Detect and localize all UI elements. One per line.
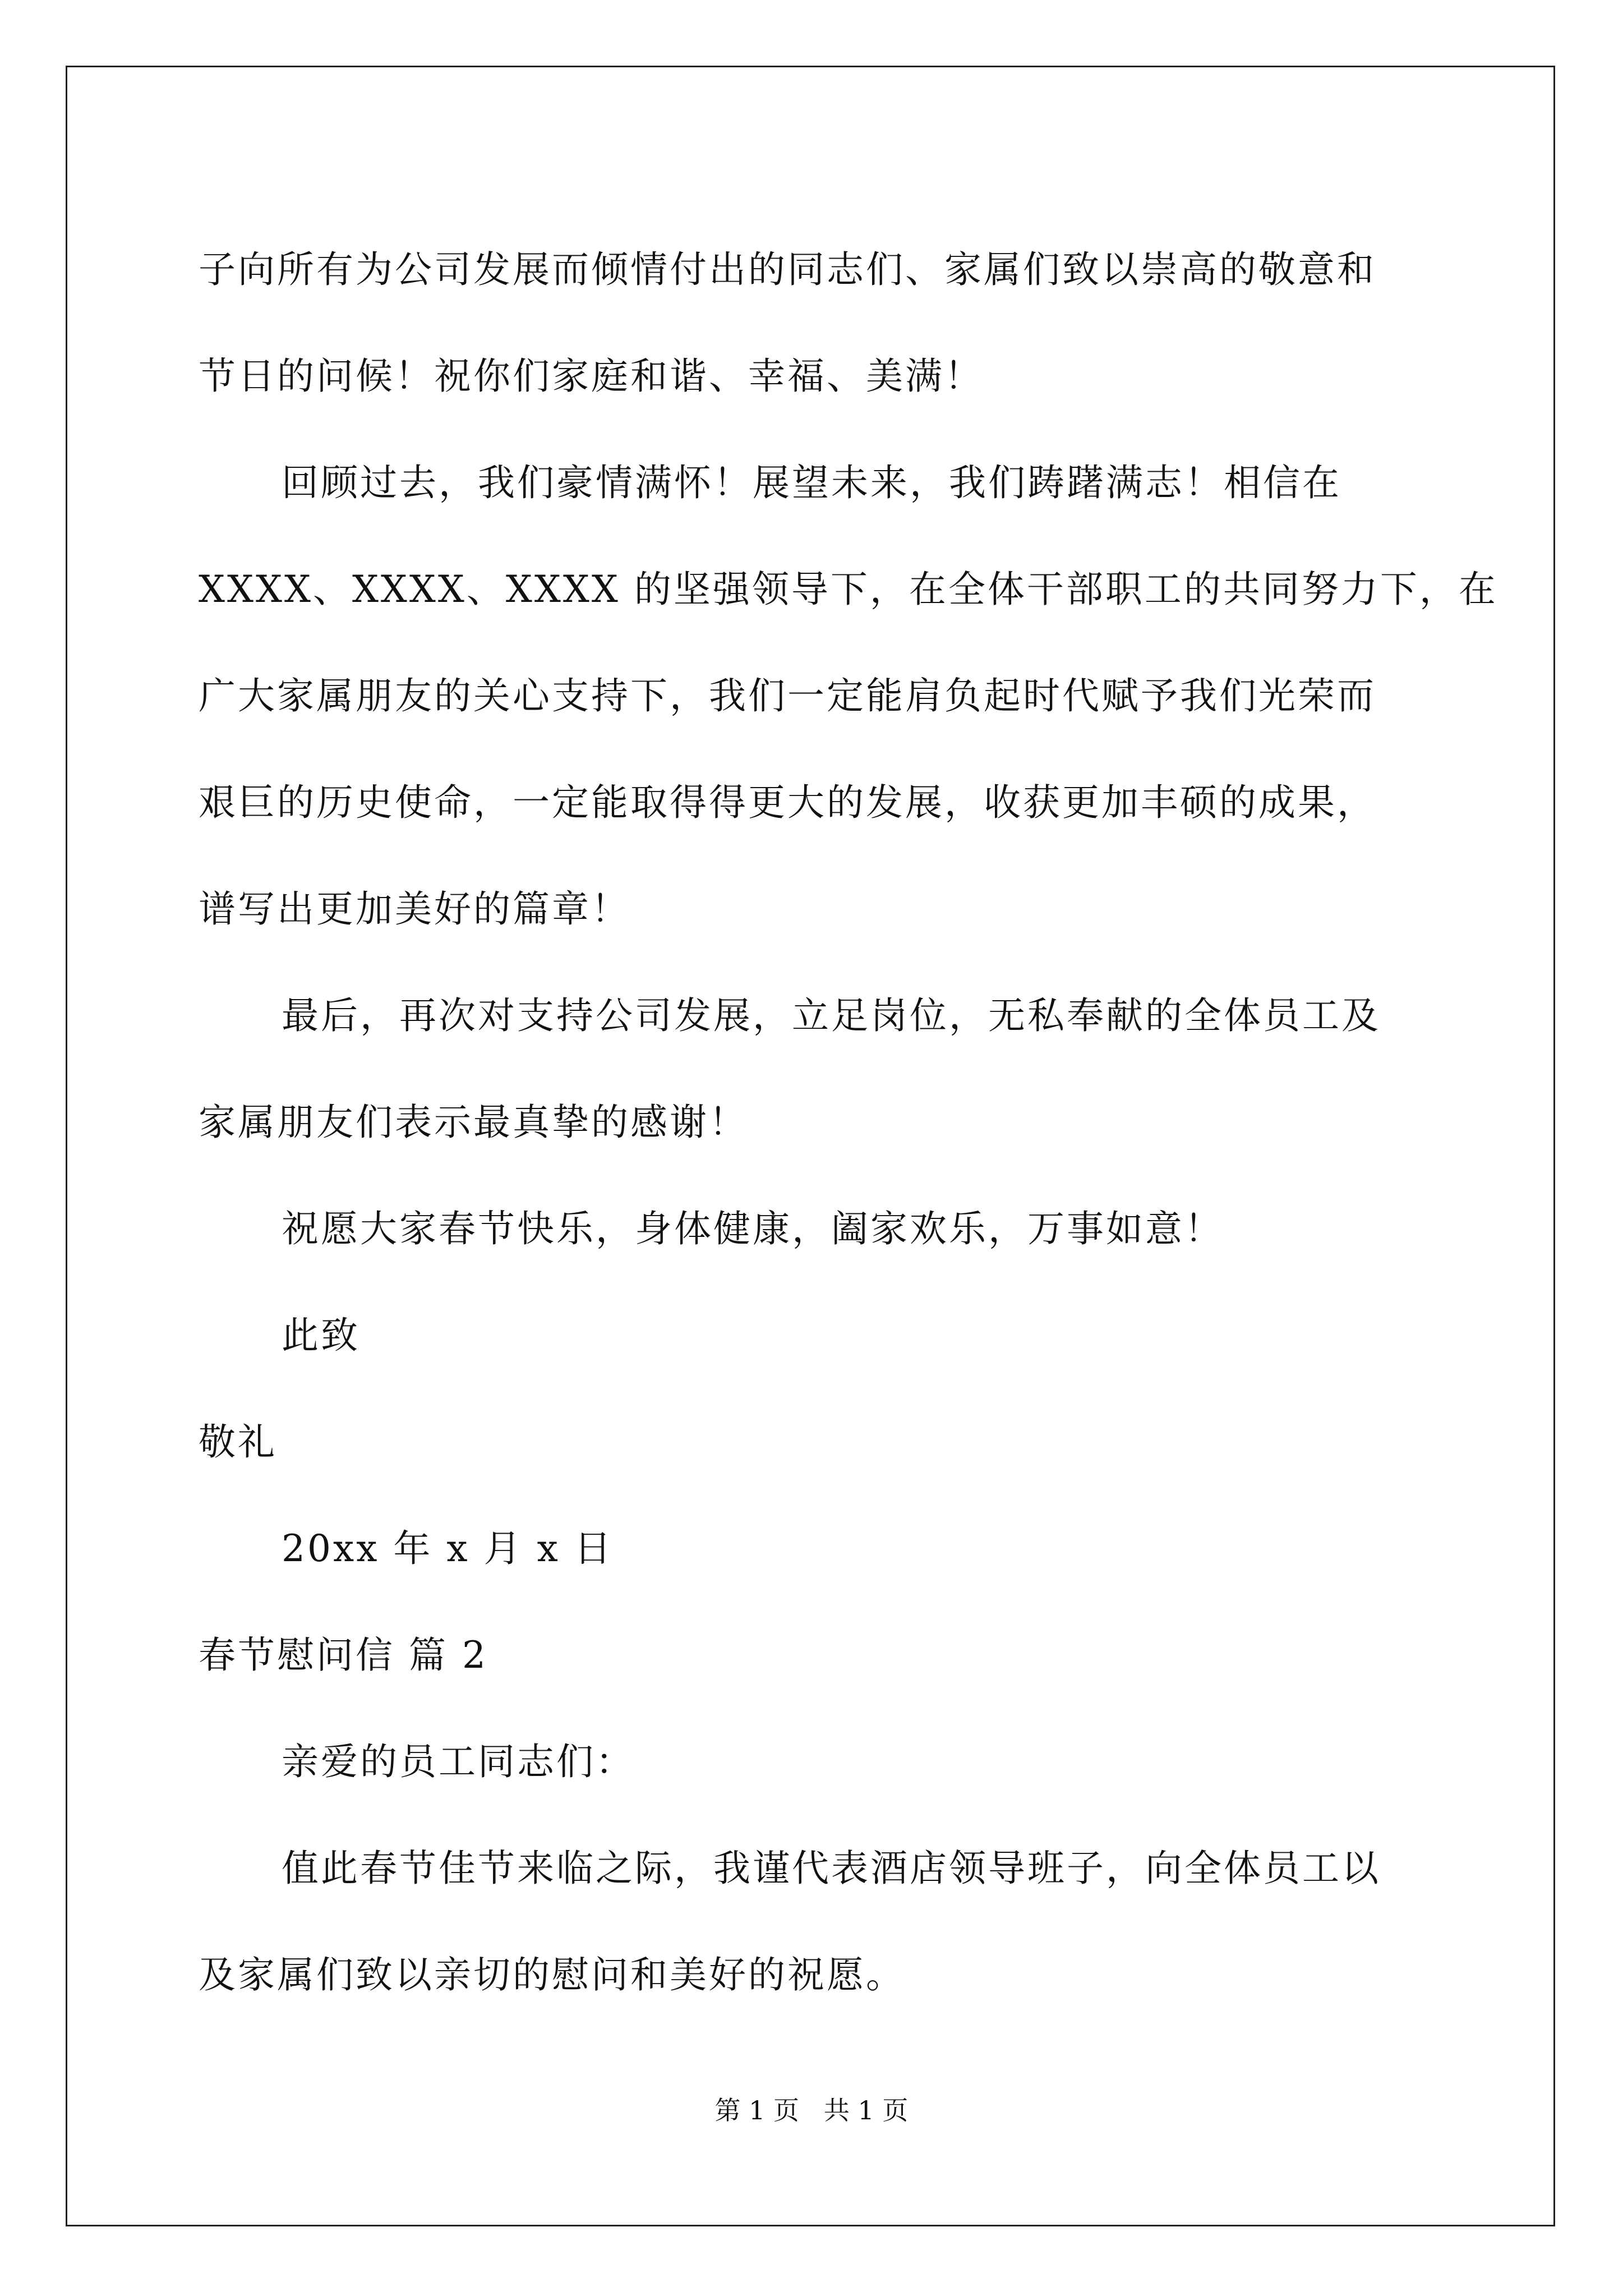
letter-greeting: 亲爱的员工同志们： <box>282 1740 635 1783</box>
closing-regards: 敬礼 <box>199 1420 277 1464</box>
document-body <box>199 217 1498 2028</box>
letter-date: 20xx 年 x 月 x 日 <box>282 1527 614 1570</box>
page-number-footer: 第 1 页 共 1 页 <box>714 2095 909 2125</box>
paragraph-line: 艰巨的历史使命，一定能取得得更大的发展，收获更加丰硕的成果， <box>199 781 1376 824</box>
paragraph-line: 广大家属朋友的关心支持下，我们一定能肩负起时代赋予我们光荣而 <box>199 674 1376 717</box>
paragraph-line: 节日的问候！祝你们家庭和谐、幸福、美满！ <box>199 355 984 398</box>
closing-salutation: 此致 <box>282 1314 360 1357</box>
paragraph-line: XXXX、XXXX、XXXX 的坚强领导下，在全体干部职工的共同努力下，在 <box>199 568 1498 611</box>
paragraph-line: 家属朋友们表示最真挚的感谢！ <box>199 1101 748 1144</box>
paragraph-line: 谱写出更加美好的篇章！ <box>199 887 630 931</box>
paragraph-line: 最后，再次对支持公司发展，立足岗位，无私奉献的全体员工及 <box>282 994 1381 1037</box>
paragraph-line: 祝愿大家春节快乐，身体健康，阖家欢乐，万事如意！ <box>282 1207 1224 1250</box>
paragraph-line: 值此春节佳节来临之际，我谨代表酒店领导班子，向全体员工以 <box>282 1847 1381 1890</box>
paragraph-line: 及家属们致以亲切的慰问和美好的祝愿。 <box>199 1953 905 1996</box>
paragraph-line: 回顾过去，我们豪情满怀！展望未来，我们踌躇满志！相信在 <box>282 461 1341 504</box>
section-heading: 春节慰问信 篇 2 <box>199 1634 488 1677</box>
paragraph-line: 子向所有为公司发展而倾情付出的同志们、家属们致以崇高的敬意和 <box>199 248 1376 291</box>
